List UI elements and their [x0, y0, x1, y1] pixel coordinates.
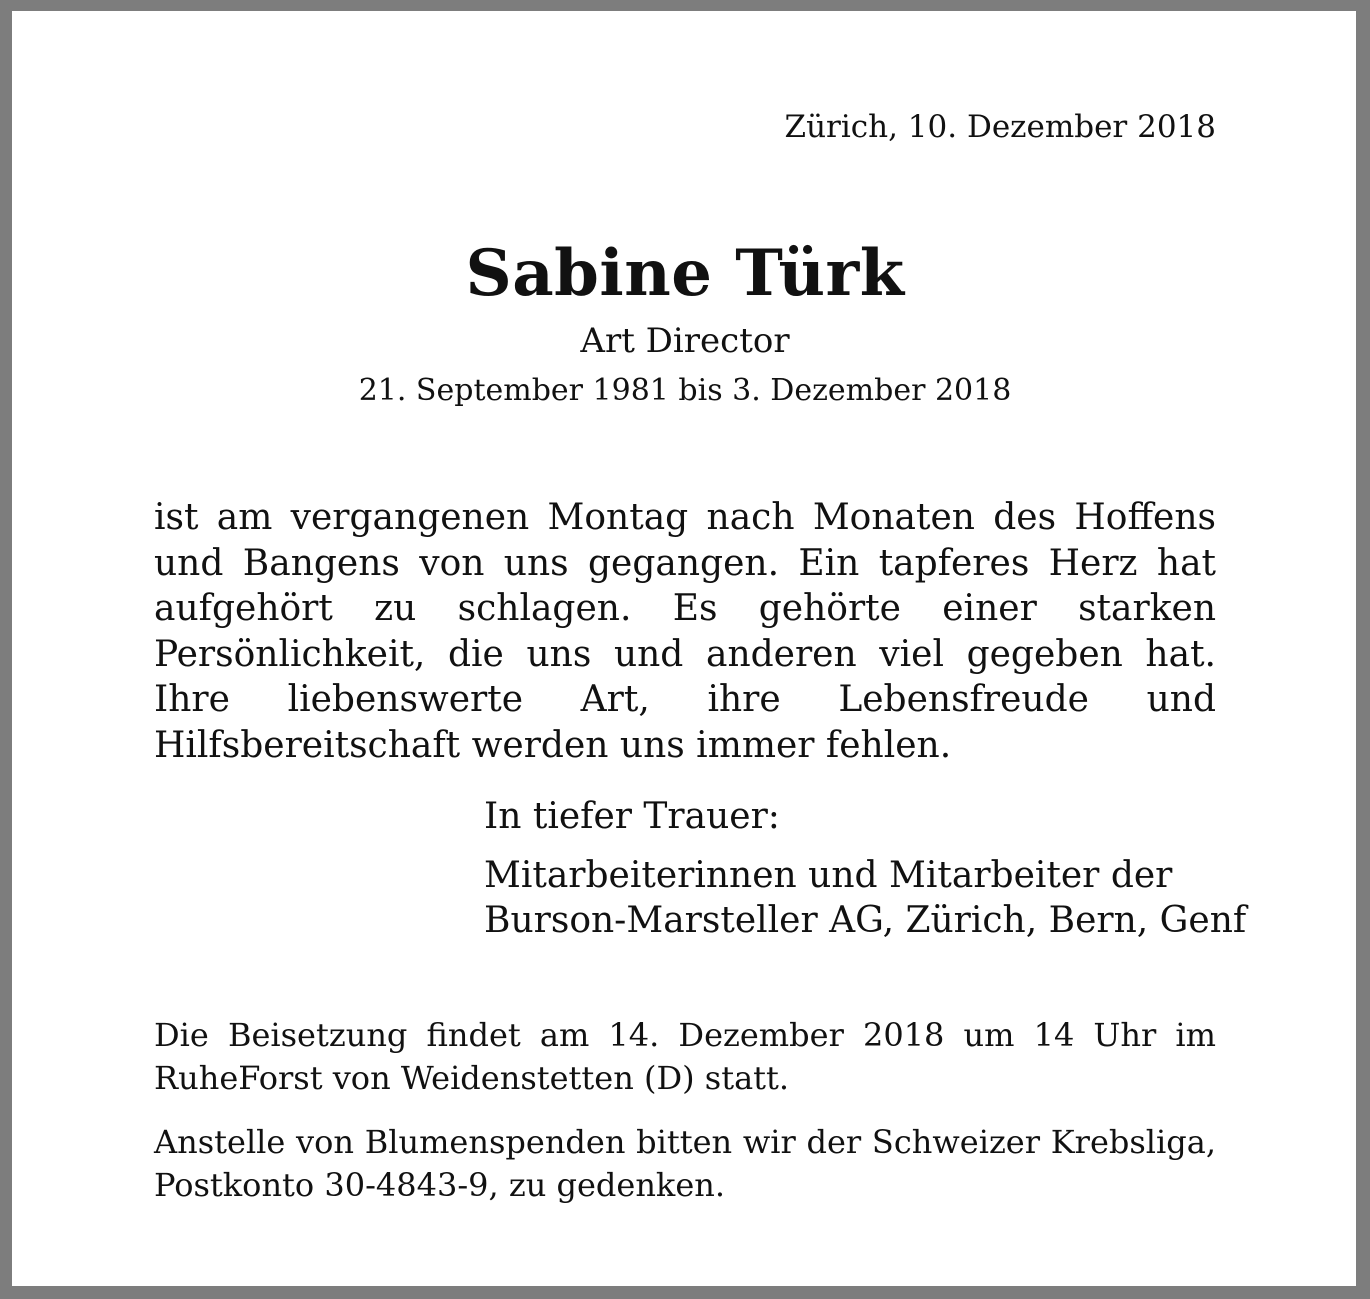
deceased-role: Art Director: [580, 321, 790, 361]
obituary-message: ist am vergangenen Montag nach Monaten des Hoffens und Bangens von uns gegangen. Ein tapferes Herz hat aufgehört zu schlagen. Es gehörte einer starken Persönlichkeit, die uns und anderen viel gegeben hat. Ihre liebenswerte Art, ihre Lebensfreude und Hilfsbereitschaft werden uns immer fehlen.: [154, 497, 1216, 766]
mourners-line-1: Mitarbeiterinnen und Mitarbeiter der: [484, 855, 1173, 896]
burial-notice: Die Beisetzung findet am 14. Dezember 2018 um 14 Uhr im RuheForst von Weidenstetten (D) statt.: [154, 1016, 1216, 1097]
deceased-name: Sabine Türk: [465, 236, 905, 311]
mourners-block: [484, 853, 1246, 943]
donation-notice: Anstelle von Blumenspenden bitten wir der Schweizer Krebsliga, Postkonto 30-4843-9, zu gedenken.: [154, 1123, 1216, 1204]
dateline: Zürich, 10. Dezember 2018: [784, 109, 1216, 145]
deceased-lifespan: 21. September 1981 bis 3. Dezember 2018: [358, 373, 1012, 408]
mourning-heading: In tiefer Trauer:: [484, 796, 780, 837]
mourners-line-2: Burson-Marsteller AG, Zürich, Bern, Genf: [484, 900, 1247, 941]
obituary-page: [12, 11, 1356, 1286]
